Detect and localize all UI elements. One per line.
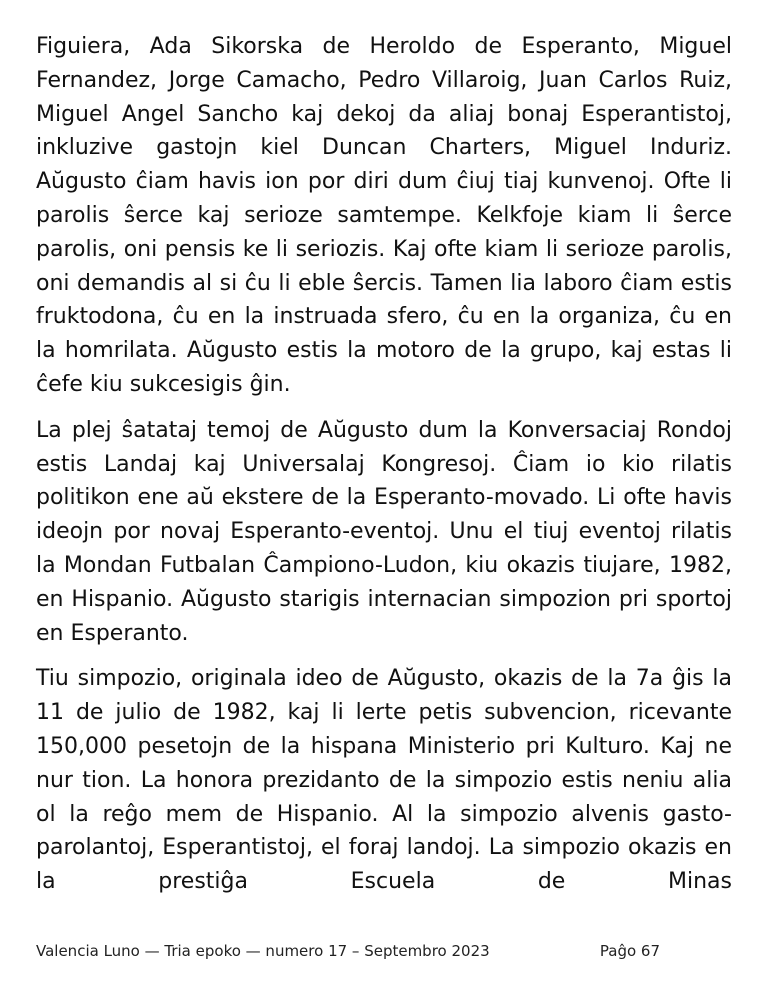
page-body — [36, 30, 732, 899]
paragraph-1: Figuiera, Ada Sikorska de Heroldo de Esperanto, Miguel Fernandez, Jorge Camacho, Pedro Villaroig, Juan Carlos Ruiz, Miguel Angel Sancho kaj dekoj da aliaj bonaj Esperantistoj, inkluzive gastojn kiel Duncan Charters, Miguel Induriz. Aŭgusto ĉiam havis ion por diri dum ĉiuj tiaj kunvenoj. Ofte li parolis ŝerce kaj serioze samtempe. Kelkfoje kiam li ŝerce parolis, oni pensis ke li seriozis. Kaj ofte kiam li serioze parolis, oni demandis al si ĉu li eble ŝercis. Tamen lia laboro ĉiam estis fruktodona, ĉu en la instruada sfero, ĉu en la organiza, ĉu en la homrilata. Aŭgusto estis la motoro de la grupo, kaj estas li ĉefe kiu sukcesigis ĝin. — [36, 34, 732, 397]
paragraph-2: La plej ŝatataj temoj de Aŭgusto dum la Konversaciaj Rondoj estis Landaj kaj Universalaj Kongresoj. Ĉiam io kio rilatis politikon ene aŭ ekstere de la Esperanto-movado. Li ofte havis ideojn por novaj Esperanto-eventoj. Unu el tiuj eventoj rilatis la Mondan Futbalan Ĉampiono-Ludon, kiu okazis tiujare, 1982, en Hispanio. Aŭgusto starigis internacian simpozion pri sportoj en Esperanto. — [36, 417, 732, 646]
footer-publication: Valencia Luno — Tria epoko — numero 17 – Septembro 2023 — [36, 942, 490, 960]
paragraph-3: Tiu simpozio, originala ideo de Aŭgusto, okazis de la 7a ĝis la 11 de julio de 1982, kaj li lerte petis subvencion, ricevante 150,000 pesetojn de la hispana Ministerio pri Kulturo. Kaj ne nur tion. La honora prezidanto de la simpozio estis neniu alia ol la reĝo mem de Hispanio. Al la simpozio alvenis gasto-parolantoj, Esperantistoj, el foraj landoj. La simpozio okazis en la prestiĝa Escuela de Minas — [36, 666, 732, 895]
footer-page-number: Paĝo 67 — [599, 942, 660, 960]
